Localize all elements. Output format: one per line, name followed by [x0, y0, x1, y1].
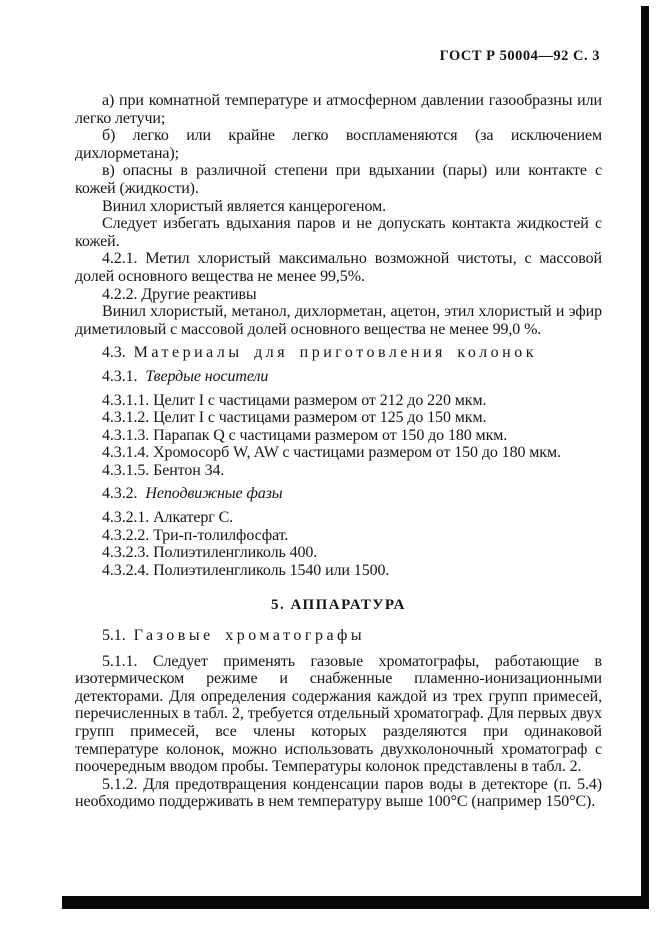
heading-4-3-1-title: Твердые носители: [145, 367, 269, 385]
item-4-3-1-3: 4.3.1.3. Парапак Q с частицами размером от 150 до 180 мкм.: [102, 426, 508, 444]
item-4-3-1-5: 4.3.1.5. Бентон 34.: [102, 461, 225, 479]
scan-edge-bottom: [62, 896, 649, 909]
doc-number: ГОСТ Р 50004—92 С. 3: [439, 48, 600, 64]
heading-4-3-2: [75, 485, 602, 503]
item-4-3-2-4: 4.3.2.4. Полиэтиленгликоль 1540 или 1500.: [102, 561, 390, 579]
para-5-1-2: 5.1.2. Для предотвращения конденсации паров воды в детекторе (п. 5.4) необходимо поддерживать в нем температуру выше 100°С (например 150°С).: [75, 775, 602, 811]
item-4-3-2-1: 4.3.2.1. Алкатерг С.: [102, 509, 234, 527]
para-4-2-1: 4.2.1. Метил хлористый максимально возможной чистоты, с массовой долей основного вещества не менее 99,5%.: [75, 250, 602, 285]
heading-4-3-1-number: 4.3.1.: [102, 367, 138, 385]
page-header: [0, 48, 600, 65]
para-other-reagents: Винил хлористый, метанол, дихлорметан, ацетон, этил хлористый и эфир диметиловый с массовой долей основного вещества не менее 99,0 %.: [75, 303, 602, 338]
para-vinyl-carcinogen: Винил хлористый является канцерогеном.: [102, 197, 386, 215]
heading-5-1: [75, 627, 602, 645]
heading-4-3-2-number: 4.3.2.: [102, 485, 138, 503]
para-avoid-vapors: Следует избегать вдыхания паров и не допускать контакта жидкостей с кожей.: [75, 215, 602, 250]
para-list-b: б) легко или крайне легко воспламеняются (за исключением дихлорметана);: [75, 127, 602, 162]
section-5-title: 5. АППАРАТУРА: [271, 597, 406, 614]
heading-4-3-2-title: Неподвижные фазы: [145, 485, 283, 503]
item-4-3-1-2: 4.3.1.2. Целит I с частицами размером от 125 до 150 мкм.: [102, 409, 487, 427]
heading-5-1-number: 5.1.: [102, 627, 126, 645]
scan-edge-right: [641, 6, 649, 907]
heading-4-3-1: [75, 368, 602, 386]
item-4-3-1-4: 4.3.1.4. Хромосорб W, AW с частицами размером от 150 до 180 мкм.: [102, 444, 561, 462]
para-5-1-1: 5.1.1. Следует применять газовые хроматографы, работающие в изотермическом режиме и снабженные пламенно-ионизационными детекторами. Для определения содержания каждой из трех групп примесей, перечисленных в табл. 2, требуется отдельный хроматограф. Для первых двух групп примесей, все члены которых разделяются при одинаковой температуре колонок, можно использовать двухколоночный хроматограф с поочередным вводом пробы. Температуры колонок представлены в табл. 2.: [75, 652, 602, 776]
item-4-3-2-2: 4.3.2.2. Три-п-толилфосфат.: [102, 526, 289, 544]
heading-4-2-2: 4.2.2. Другие реактивы: [102, 285, 257, 303]
heading-5-1-title: Газовые хроматографы: [133, 627, 366, 645]
heading-4-3-title: Материалы для приготовления колонок: [133, 344, 537, 362]
heading-4-3-number: 4.3.: [102, 344, 126, 362]
document-body: [75, 92, 602, 811]
para-list-v: в) опасны в различной степени при вдыхании (пары) или контакте с кожей (жидкости).: [75, 162, 602, 197]
para-list-a: а) при комнатной температуре и атмосферном давлении газообразны или легко летучи;: [75, 92, 602, 127]
item-4-3-2-3: 4.3.2.3. Полиэтиленгликоль 400.: [102, 544, 318, 562]
item-4-3-1-1: 4.3.1.1. Целит I с частицами размером от 212 до 220 мкм.: [102, 391, 487, 409]
heading-4-3: [75, 344, 602, 362]
